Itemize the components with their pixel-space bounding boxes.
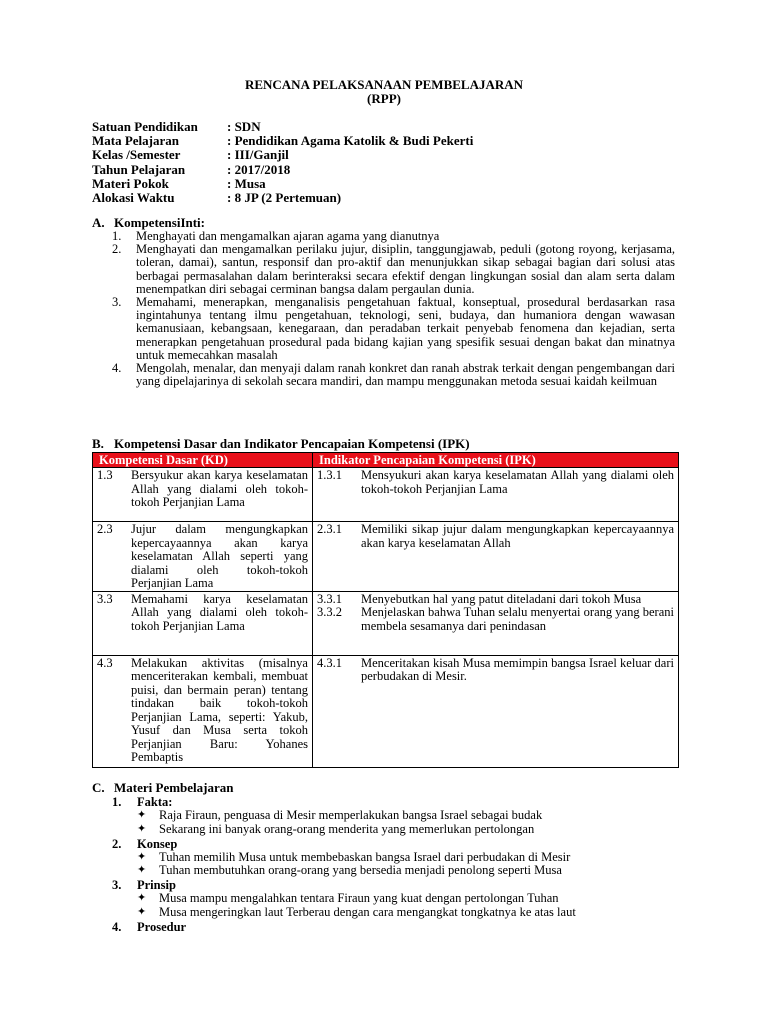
kd-code: 3.3 [97,591,113,606]
kd-cell [93,522,313,592]
ipk-cell [313,655,679,767]
identity-row [92,148,473,162]
materi-group [112,837,692,879]
materi-group-title [112,920,692,934]
identity-block [92,120,473,205]
list-number: 3. [112,295,122,310]
ipk-code: 2.3.1 [317,522,342,536]
materi-group-number: 1. [112,795,122,809]
table-row [93,522,679,592]
kd-cell [93,591,313,655]
section-letter: B. [92,436,104,451]
bullet-text: Musa mengeringkan laut Terberau dengan cara mengangkat tongkatnya ke atas laut [159,904,576,919]
ipk-code: 3.3.2 [317,605,342,619]
bullet-text: Sekarang ini banyak orang-orang menderita yang memerlukan pertolongan [159,821,535,836]
section-title: Materi Pembelajaran [114,780,234,795]
bullet-text: Tuhan memilih Musa untuk membebaskan bangsa Israel dari perbudakan di Mesir [159,849,571,864]
ipk-code: 4.3.1 [317,655,342,670]
ipk-code: 1.3.1 [317,468,342,482]
kd-text: Jujur dalam mengungkapkan kepercayaannya akan karya keselamatan Allah seperti yang dialami oleh tokoh-tokoh Perjanjian Lama [131,522,308,590]
ipk-code: 3.3.1 [317,591,342,606]
materi-group [112,920,692,934]
materi-group-title [112,837,692,851]
list-number: 2. [112,242,122,257]
identity-value: : 8 JP (2 Pertemuan) [227,189,342,205]
materi-bullet [137,892,692,906]
kd-code: 4.3 [97,655,113,670]
table-row [93,655,679,767]
materi-group [112,878,692,920]
ipk-cell [313,522,679,592]
identity-value: : Musa [227,175,266,191]
kd-code: 1.3 [97,468,113,482]
identity-value: : Pendidikan Agama Katolik & Budi Pekerti [227,133,474,149]
bullet-text: Raja Firaun, penguasa di Mesir memperlakukan bangsa Israel sebagai budak [159,808,543,822]
identity-row [92,177,473,191]
kompetensi-inti-list [112,230,675,388]
section-letter: A. [92,215,105,230]
materi-group-label: Fakta: [137,795,173,809]
kd-text: Bersyukur akan karya keselamatan Allah yang dialami oleh tokoh-tokoh Perjanjian Lama [131,468,308,509]
star-bullet-icon: ✦ [137,850,147,863]
ipk-text: Mensyukuri akan karya keselamatan Allah yang dialami oleh tokoh-tokoh Perjanjian Lama [361,468,674,496]
bullet-text: Tuhan membutuhkan orang-orang yang bersedia menjadi penolong seperti Musa [159,863,562,878]
list-item [112,362,675,388]
ipk-text: Menyebutkan hal yang patut diteladani dari tokoh Musa [361,591,642,606]
section-b-heading [92,437,470,451]
table-row [93,468,679,522]
list-number: 4. [112,361,122,376]
section-title: Kompetensi Dasar dan Indikator Pencapaian Kompetensi (IPK) [114,436,470,451]
list-text: Menghayati dan mengamalkan ajaran agama yang dianutnya [136,229,440,243]
materi-bullet [137,823,692,837]
star-bullet-icon: ✦ [137,892,147,905]
table-row [93,591,679,655]
kd-ipk-table [92,452,679,768]
materi-group-label: Prinsip [137,878,176,893]
header-kd: Kompetensi Dasar (KD) [93,453,313,468]
identity-key: Materi Pokok [92,175,169,191]
materi-bullet [137,809,692,823]
table-header-row [93,453,679,468]
identity-key: Tahun Pelajaran [92,161,186,177]
title-line-1: RENCANA PELAKSANAAN PEMBELAJARAN [244,77,524,92]
materi-group-label: Konsep [137,836,178,851]
list-text: Mengolah, menalar, dan menyaji dalam ranah konkret dan ranah abstrak terkait dengan pengembangan dari yang dipelajarinya di sekolah secara mandiri, dan mampu menggunakan metoda sesuai kaidah keilmuan [136,361,675,389]
section-title: KompetensiInti: [114,215,205,230]
materi-bullet [137,864,692,878]
star-bullet-icon: ✦ [137,822,147,835]
section-letter: C. [92,780,105,795]
ipk-cell [313,591,679,655]
materi-group-number: 3. [112,878,122,893]
list-text: Memahami, menerapkan, menganalisis pengetahuan faktual, konseptual, prosedural berdasarkan rasa ingintahunya tentang ilmu pengetahuan, teknologi, seni, budaya, dan humaniora dengan wawasan kemanusiaan, kebangsaan, kenegaraan, dan peradaban terkait penyebab fenomena dan kejadian, serta menerapkan pengetahuan prosedural pada bidang kajian yang spesifik sesuai dengan bakat dan minatnya untuk memecahkan masalah [136,295,675,362]
identity-key: Mata Pelajaran [92,133,180,149]
list-item [112,296,675,362]
star-bullet-icon: ✦ [137,905,147,918]
ipk-text: Menceritakan kisah Musa memimpin bangsa Israel keluar dari perbudakan di Mesir. [361,655,674,683]
ipk-text: Memiliki sikap jujur dalam mengungkapkan kepercayaannya akan karya keselamatan Allah [361,522,674,550]
kd-text: Melakukan aktivitas (misalnya menceriterakan kembali, membuat puisi, dan bermain peran) tentang tindakan baik tokoh-tokoh Perjanjian Lama, seperti: Yakub, Yusuf dan Musa serta tokoh Perjanjian Baru: Yohanes Pembaptis [131,655,308,764]
materi-group-title [112,795,692,809]
star-bullet-icon: ✦ [137,864,147,877]
title-line-2: (RPP) [367,91,401,106]
document-title [0,78,768,106]
materi-bullet [137,906,692,920]
identity-key: Kelas /Semester [92,147,181,163]
section-c [92,781,692,934]
kd-cell [93,655,313,767]
header-ipk: Indikator Pencapaian Kompetensi (IPK) [313,453,679,468]
kd-text: Memahami karya keselamatan Allah yang dialami oleh tokoh-tokoh Perjanjian Lama [131,591,308,633]
identity-value: : SDN [227,119,261,134]
materi-group-title [112,878,692,892]
materi-group [112,795,692,837]
kd-code: 2.3 [97,522,113,536]
section-c-heading [92,781,692,795]
section-a-heading [92,216,205,230]
kd-cell [93,468,313,522]
identity-value: : III/Ganjil [227,147,289,163]
ipk-cell [313,468,679,522]
materi-bullet [137,851,692,865]
identity-key: Satuan Pendidikan [92,119,198,134]
identity-row [92,120,473,134]
identity-value: : 2017/2018 [227,161,291,177]
materi-group-number: 4. [112,919,122,934]
ipk-text: Menjelaskan bahwa Tuhan selalu menyertai orang yang berani membela sesamanya dari penindasan [361,605,674,633]
identity-row [92,191,473,205]
list-text: Menghayati dan mengamalkan perilaku jujur, disiplin, tanggungjawab, peduli (gotong royong, kerjasama, toleran, damai), santun, responsif dan pro-aktif dan menunjukkan sikap sebagai bagian dari solusi atas berbagai permasalahan dalam berinteraksi secara efektif dengan lingkungan sosial dan alam serta dalam menempatkan diri sebagai cerminan bangsa dalam pergaulan dunia. [136,242,675,296]
materi-group-label: Prosedur [137,919,187,934]
list-number: 1. [112,229,122,243]
materi-group-number: 2. [112,836,122,851]
identity-row [92,163,473,177]
identity-key: Alokasi Waktu [92,189,175,205]
identity-row [92,134,473,148]
star-bullet-icon: ✦ [137,809,147,821]
bullet-text: Musa mampu mengalahkan tentara Firaun yang kuat dengan pertolongan Tuhan [159,891,559,906]
list-item [112,243,675,296]
